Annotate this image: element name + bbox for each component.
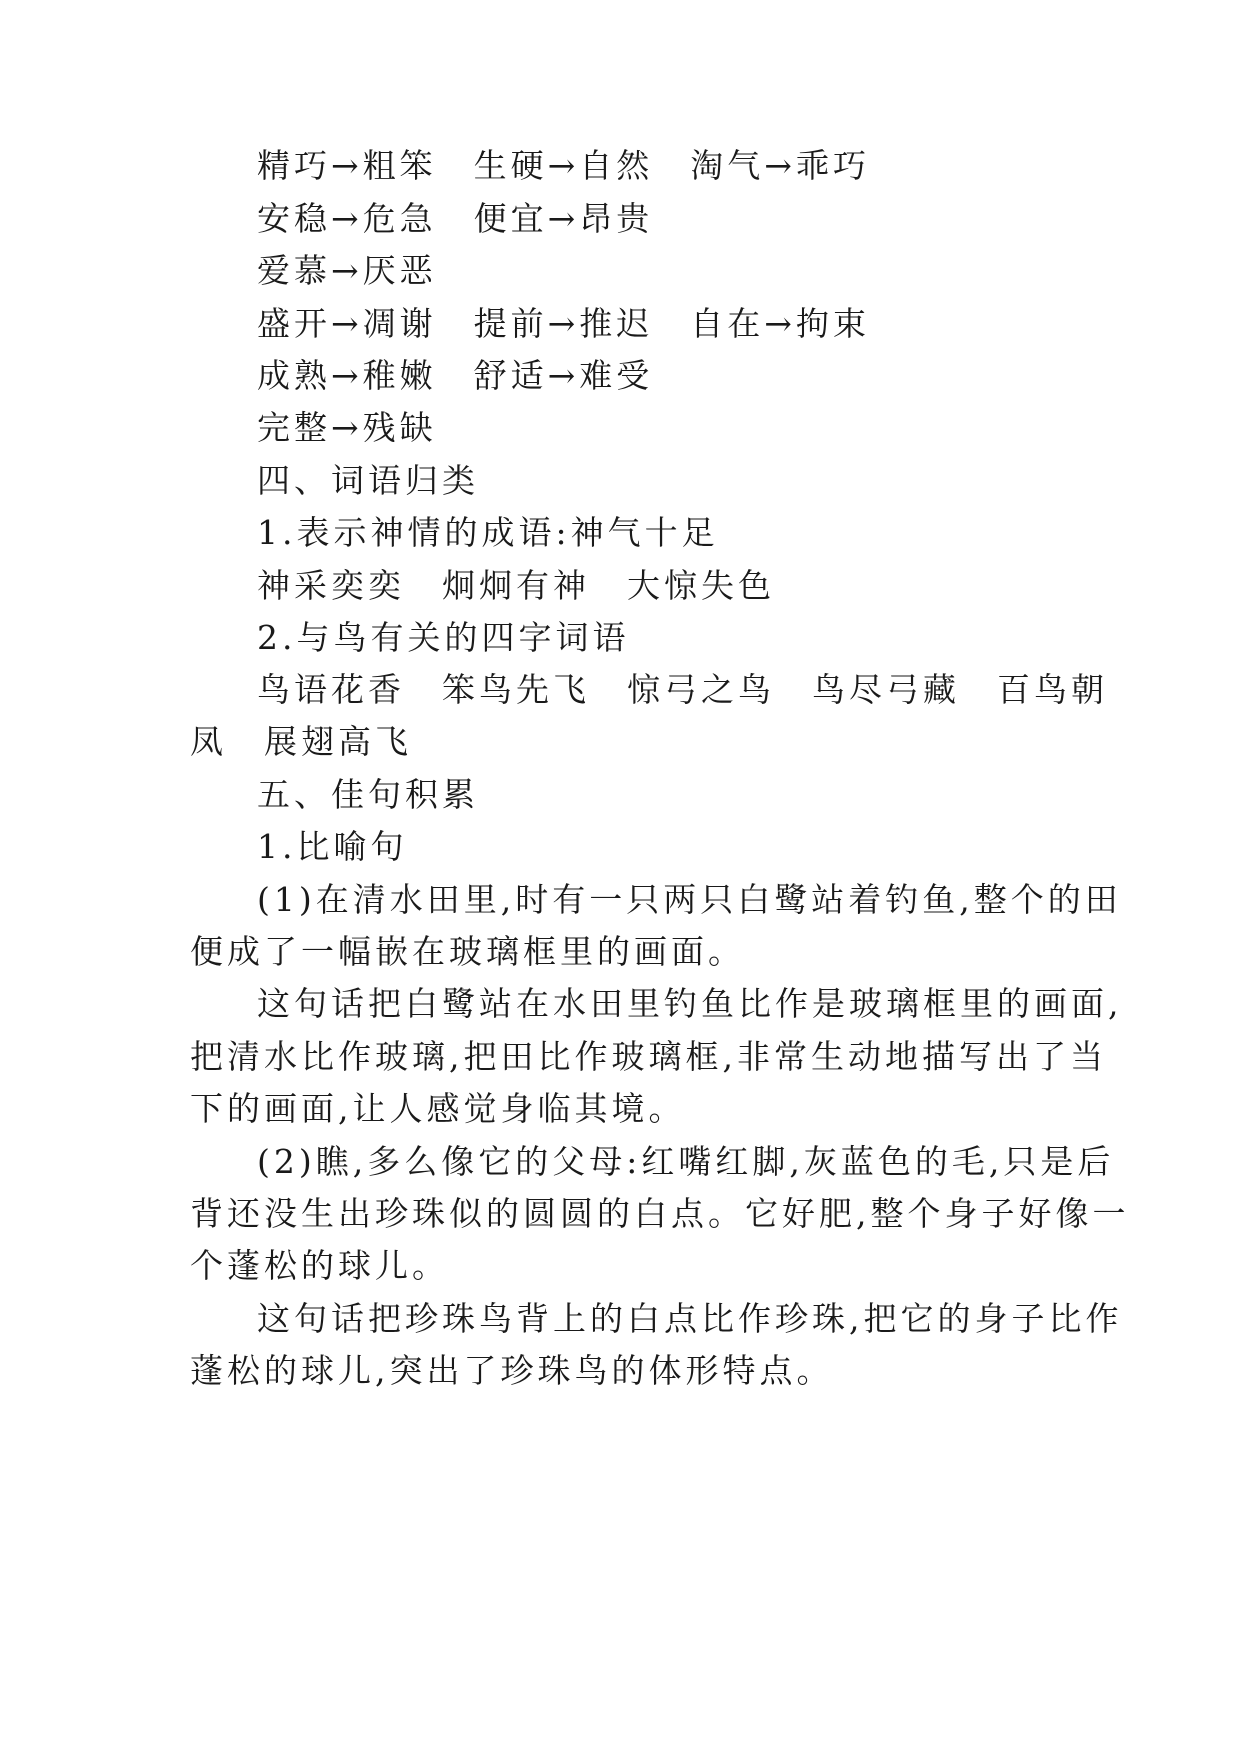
antonym-line-4: 盛开→凋谢 提前→推迟 自在→拘束 [257,304,870,343]
idiom-list-expressions: 神采奕奕 炯炯有神 大惊失色 [257,566,775,605]
example-2-line-2: 背还没生出珍珠似的圆圆的白点。它好肥,整个身子好像一 [190,1194,1130,1233]
explanation-1-line-3: 下的画面,让人感觉身临其境。 [190,1089,686,1128]
subheading-metaphor: 1.比喻句 [257,827,408,866]
explanation-2-line-1: 这句话把珍珠鸟背上的白点比作珍珠,把它的身子比作 [257,1299,1123,1338]
antonym-line-1: 精巧→粗笨 生硬→自然 淘气→乖巧 [257,146,870,185]
example-1-line-1: (1)在清水田里,时有一只两只白鹭站着钓鱼,整个的田 [257,880,1122,919]
explanation-1-line-1: 这句话把白鹭站在水田里钓鱼比作是玻璃框里的画面, [257,984,1123,1023]
idiom-list-birds-line-2: 凤 展翅高飞 [190,722,412,761]
explanation-2-line-2: 蓬松的球儿,突出了珍珠鸟的体形特点。 [190,1351,834,1390]
antonym-line-6: 完整→残缺 [257,408,437,447]
subheading-bird-idioms: 2.与鸟有关的四字词语 [257,618,630,657]
idiom-list-birds-line-1: 鸟语花香 笨鸟先飞 惊弓之鸟 鸟尽弓藏 百鸟朝 [257,670,1108,709]
antonym-line-3: 爱慕→厌恶 [257,251,437,290]
section-heading-fine-sentences: 五、佳句积累 [257,775,479,814]
example-2-line-1: (2)瞧,多么像它的父母:红嘴红脚,灰蓝色的毛,只是后 [257,1142,1115,1181]
antonym-line-2: 安稳→危急 便宜→昂贵 [257,199,654,238]
antonym-line-5: 成熟→稚嫩 舒适→难受 [257,356,654,395]
section-heading-word-categories: 四、词语归类 [257,461,479,500]
example-1-line-2: 便成了一幅嵌在玻璃框里的画面。 [190,932,745,971]
example-2-line-3: 个蓬松的球儿。 [190,1246,449,1285]
explanation-1-line-2: 把清水比作玻璃,把田比作玻璃框,非常生动地描写出了当 [190,1037,1107,1076]
subheading-expression-idioms: 1.表示神情的成语:神气十足 [257,513,719,552]
